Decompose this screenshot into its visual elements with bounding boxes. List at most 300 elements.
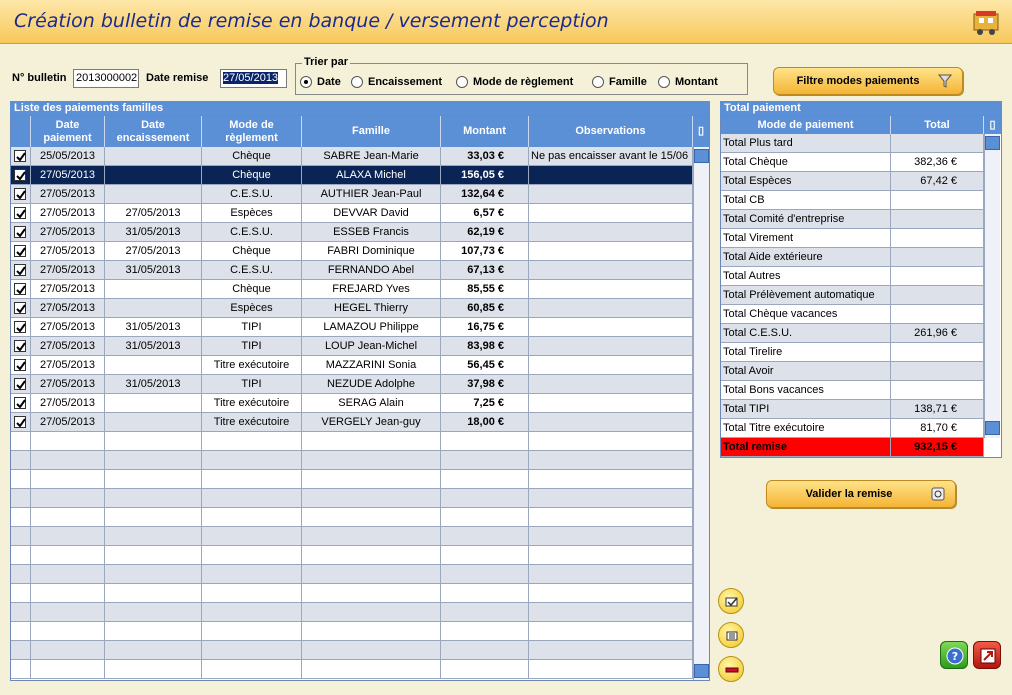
cell-obs xyxy=(529,432,693,450)
checkbox[interactable] xyxy=(14,245,26,257)
cell-mode xyxy=(202,641,302,659)
cell-encaissement xyxy=(105,508,202,526)
cell-obs xyxy=(529,546,693,564)
total-label: Total Chèque vacances xyxy=(721,305,891,323)
radio-icon xyxy=(592,76,604,88)
total-value xyxy=(891,381,984,399)
row-check-cell[interactable] xyxy=(11,470,31,488)
bulletin-number-field[interactable]: 2013000002 xyxy=(73,69,139,88)
row-check-cell[interactable] xyxy=(11,565,31,583)
table-row[interactable] xyxy=(11,280,693,299)
total-row xyxy=(721,324,984,343)
cell-encaissement: 27/05/2013 xyxy=(105,242,202,260)
row-check-cell[interactable] xyxy=(11,318,31,336)
cell-date: 27/05/2013 xyxy=(31,394,105,412)
cell-famille xyxy=(302,451,441,469)
header-check-column xyxy=(11,116,31,147)
cell-date xyxy=(31,603,105,621)
table-row[interactable] xyxy=(11,356,693,375)
header-montant[interactable]: Montant xyxy=(441,116,529,147)
cell-obs xyxy=(529,641,693,659)
table-row[interactable] xyxy=(11,489,693,508)
cell-obs xyxy=(529,451,693,469)
table-row[interactable] xyxy=(11,337,693,356)
cell-obs xyxy=(529,166,693,184)
cell-montant: 6,57 € xyxy=(441,204,529,222)
cell-famille: DEVVAR David xyxy=(302,204,441,222)
check-icon xyxy=(15,246,27,258)
total-label: Total CB xyxy=(721,191,891,209)
cell-famille: MAZZARINI Sonia xyxy=(302,356,441,374)
sort-group-title: Trier par xyxy=(304,56,349,68)
header-total: Total xyxy=(891,116,984,134)
sort-option-mode[interactable]: Mode de règlement xyxy=(456,75,573,89)
radio-icon xyxy=(351,76,363,88)
check-icon xyxy=(15,170,27,182)
total-value xyxy=(891,362,984,380)
total-label: Total Bons vacances xyxy=(721,381,891,399)
header-date-paiement[interactable]: Date paiement xyxy=(31,116,105,147)
cell-encaissement xyxy=(105,413,202,431)
checkbox[interactable] xyxy=(14,150,26,162)
cell-mode: Titre exécutoire xyxy=(202,413,302,431)
cell-date xyxy=(31,584,105,602)
total-label: Total Plus tard xyxy=(721,134,891,152)
cell-montant: 7,25 € xyxy=(441,394,529,412)
total-row xyxy=(721,134,984,153)
total-value xyxy=(891,210,984,228)
total-value xyxy=(891,229,984,247)
cell-mode xyxy=(202,546,302,564)
table-row[interactable] xyxy=(11,204,693,223)
cell-famille xyxy=(302,432,441,450)
remove-button[interactable] xyxy=(718,656,744,682)
validate-remise-button[interactable] xyxy=(766,480,956,508)
total-row xyxy=(721,343,984,362)
cell-obs xyxy=(529,261,693,279)
header-famille[interactable]: Famille xyxy=(302,116,441,147)
scroll-up-icon[interactable] xyxy=(985,136,1000,150)
cell-obs xyxy=(529,413,693,431)
table-row[interactable] xyxy=(11,603,693,622)
cell-mode: C.E.S.U. xyxy=(202,185,302,203)
table-row[interactable] xyxy=(11,470,693,489)
cell-montant: 16,75 € xyxy=(441,318,529,336)
cell-date xyxy=(31,489,105,507)
cell-montant: 107,73 € xyxy=(441,242,529,260)
check-icon xyxy=(15,189,27,201)
cell-mode: Chèque xyxy=(202,147,302,165)
table-row[interactable] xyxy=(11,432,693,451)
cell-date xyxy=(31,546,105,564)
total-label: Total Virement xyxy=(721,229,891,247)
row-check-cell[interactable] xyxy=(11,622,31,640)
deselect-icon xyxy=(719,623,745,649)
filter-payment-modes-button[interactable] xyxy=(773,67,963,95)
funnel-icon xyxy=(938,74,952,88)
row-check-cell[interactable] xyxy=(11,584,31,602)
row-check-cell[interactable] xyxy=(11,603,31,621)
row-check-cell[interactable] xyxy=(11,242,31,260)
cell-encaissement xyxy=(105,603,202,621)
cell-obs xyxy=(529,660,693,678)
table-row[interactable] xyxy=(11,185,693,204)
check-icon xyxy=(15,379,27,391)
table-row[interactable] xyxy=(11,375,693,394)
total-label: Total Aide extérieure xyxy=(721,248,891,266)
cell-montant xyxy=(441,527,529,545)
cell-date xyxy=(31,508,105,526)
cell-date: 27/05/2013 xyxy=(31,204,105,222)
checkbox[interactable] xyxy=(14,378,26,390)
total-label: Total Tirelire xyxy=(721,343,891,361)
cell-montant xyxy=(441,660,529,678)
sort-option-date[interactable]: Date xyxy=(300,75,341,89)
radio-icon xyxy=(456,76,468,88)
total-row xyxy=(721,153,984,172)
total-label: Total Espèces xyxy=(721,172,891,190)
cell-montant: 56,45 € xyxy=(441,356,529,374)
sort-option-encaissement[interactable]: Encaissement xyxy=(351,75,442,89)
cell-montant xyxy=(441,432,529,450)
cell-date: 25/05/2013 xyxy=(31,147,105,165)
checkbox[interactable] xyxy=(14,207,26,219)
cell-mode: Titre exécutoire xyxy=(202,394,302,412)
radio-icon xyxy=(300,76,312,88)
total-label: Total Prélèvement automatique xyxy=(721,286,891,304)
table-row[interactable] xyxy=(11,394,693,413)
row-check-cell[interactable] xyxy=(11,394,31,412)
total-value xyxy=(891,248,984,266)
checkbox[interactable] xyxy=(14,340,26,352)
cell-obs xyxy=(529,622,693,640)
cell-obs xyxy=(529,565,693,583)
cell-famille xyxy=(302,584,441,602)
row-check-cell[interactable] xyxy=(11,204,31,222)
row-check-cell[interactable] xyxy=(11,508,31,526)
cell-encaissement: 31/05/2013 xyxy=(105,261,202,279)
cell-mode: Espèces xyxy=(202,299,302,317)
checkbox[interactable] xyxy=(14,397,26,409)
cell-famille: LOUP Jean-Michel xyxy=(302,337,441,355)
exit-icon xyxy=(974,642,1002,670)
radio-icon xyxy=(658,76,670,88)
table-row[interactable] xyxy=(11,299,693,318)
table-row[interactable] xyxy=(11,413,693,432)
column-menu-icon[interactable]: ▯ xyxy=(989,118,996,131)
cell-date xyxy=(31,660,105,678)
cell-mode xyxy=(202,489,302,507)
validate-icon xyxy=(931,487,945,501)
cell-obs xyxy=(529,508,693,526)
cell-date: 27/05/2013 xyxy=(31,337,105,355)
exit-button[interactable] xyxy=(973,641,1001,669)
total-row xyxy=(721,381,984,400)
cell-encaissement xyxy=(105,565,202,583)
cell-encaissement xyxy=(105,394,202,412)
cell-encaissement xyxy=(105,356,202,374)
cell-mode xyxy=(202,508,302,526)
cell-montant: 33,03 € xyxy=(441,147,529,165)
date-remise-field[interactable]: 27/05/2013 xyxy=(220,69,287,88)
checkbox[interactable] xyxy=(14,226,26,238)
select-all-button[interactable] xyxy=(718,588,744,614)
cell-famille: ALAXA Michel xyxy=(302,166,441,184)
checkbox[interactable] xyxy=(14,416,26,428)
cell-obs xyxy=(529,375,693,393)
cell-montant: 67,13 € xyxy=(441,261,529,279)
checkbox[interactable] xyxy=(14,283,26,295)
sort-option-famille[interactable]: Famille xyxy=(592,75,647,89)
cell-encaissement: 31/05/2013 xyxy=(105,337,202,355)
row-check-cell[interactable] xyxy=(11,451,31,469)
table-row[interactable] xyxy=(11,147,693,166)
row-check-cell[interactable] xyxy=(11,166,31,184)
cell-date xyxy=(31,470,105,488)
total-label: Total Autres xyxy=(721,267,891,285)
cell-mode xyxy=(202,660,302,678)
table-row[interactable] xyxy=(11,622,693,641)
cell-montant: 83,98 € xyxy=(441,337,529,355)
table-row[interactable] xyxy=(11,546,693,565)
cell-date xyxy=(31,565,105,583)
cell-date: 27/05/2013 xyxy=(31,375,105,393)
total-value: 67,42 € xyxy=(891,172,984,190)
cell-mode: Chèque xyxy=(202,166,302,184)
cell-mode: Chèque xyxy=(202,242,302,260)
checkbox[interactable] xyxy=(14,264,26,276)
cell-montant xyxy=(441,546,529,564)
table-row[interactable] xyxy=(11,641,693,660)
cell-famille xyxy=(302,546,441,564)
cell-obs xyxy=(529,299,693,317)
cell-montant xyxy=(441,565,529,583)
cell-date: 27/05/2013 xyxy=(31,280,105,298)
cell-encaissement: 31/05/2013 xyxy=(105,375,202,393)
help-button[interactable] xyxy=(940,641,968,669)
row-check-cell[interactable] xyxy=(11,280,31,298)
total-value: 261,96 € xyxy=(891,324,984,342)
cell-famille xyxy=(302,603,441,621)
table-row[interactable] xyxy=(11,242,693,261)
total-value: 138,71 € xyxy=(891,400,984,418)
cell-date xyxy=(31,527,105,545)
total-row xyxy=(721,362,984,381)
cell-encaissement: 27/05/2013 xyxy=(105,204,202,222)
row-check-cell[interactable] xyxy=(11,641,31,659)
row-check-cell[interactable] xyxy=(11,489,31,507)
total-label: Total Comité d'entreprise xyxy=(721,210,891,228)
checkbox[interactable] xyxy=(14,359,26,371)
cell-mode: TIPI xyxy=(202,337,302,355)
table-row[interactable] xyxy=(11,223,693,242)
table-row[interactable] xyxy=(11,318,693,337)
row-check-cell[interactable] xyxy=(11,546,31,564)
total-row xyxy=(721,419,984,438)
cell-obs xyxy=(529,527,693,545)
validate-button-label: Valider la remise xyxy=(805,488,893,500)
cell-date: 27/05/2013 xyxy=(31,185,105,203)
cell-encaissement xyxy=(105,489,202,507)
sort-option-montant[interactable]: Montant xyxy=(658,75,718,89)
cell-date: 27/05/2013 xyxy=(31,356,105,374)
cell-famille xyxy=(302,527,441,545)
header-observations[interactable]: Observations xyxy=(529,116,693,147)
cell-famille: ESSEB Francis xyxy=(302,223,441,241)
row-check-cell[interactable] xyxy=(11,413,31,431)
cell-famille: AUTHIER Jean-Paul xyxy=(302,185,441,203)
cell-encaissement xyxy=(105,451,202,469)
total-value xyxy=(891,191,984,209)
row-check-cell[interactable] xyxy=(11,660,31,678)
check-icon xyxy=(15,284,27,296)
filter-button-label: Filtre modes paiements xyxy=(796,75,920,87)
row-check-cell[interactable] xyxy=(11,185,31,203)
cell-date: 27/05/2013 xyxy=(31,166,105,184)
totals-scrollbar[interactable] xyxy=(984,134,1000,438)
table-row[interactable] xyxy=(11,261,693,280)
total-label: Total Chèque xyxy=(721,153,891,171)
window-title: Création bulletin de remise en banque / versement perception xyxy=(14,10,609,32)
cell-encaissement xyxy=(105,641,202,659)
cell-date xyxy=(31,451,105,469)
cell-famille xyxy=(302,641,441,659)
total-label: Total Avoir xyxy=(721,362,891,380)
totals-grid xyxy=(720,115,1002,458)
check-icon xyxy=(15,360,27,372)
check-icon xyxy=(15,151,27,163)
row-check-cell[interactable] xyxy=(11,223,31,241)
cell-encaissement xyxy=(105,280,202,298)
cell-famille: FREJARD Yves xyxy=(302,280,441,298)
help-icon xyxy=(941,642,969,670)
payments-header-row xyxy=(11,116,709,147)
total-value xyxy=(891,267,984,285)
cell-mode: Espèces xyxy=(202,204,302,222)
total-value: 382,36 € xyxy=(891,153,984,171)
row-check-cell[interactable] xyxy=(11,337,31,355)
cell-montant xyxy=(441,508,529,526)
cell-obs xyxy=(529,356,693,374)
total-label: Total C.E.S.U. xyxy=(721,324,891,342)
column-menu-icon[interactable]: ▯ xyxy=(697,125,705,137)
cell-montant xyxy=(441,451,529,469)
cell-obs xyxy=(529,185,693,203)
row-check-cell[interactable] xyxy=(11,527,31,545)
cell-mode xyxy=(202,565,302,583)
cell-famille: SABRE Jean-Marie xyxy=(302,147,441,165)
table-row[interactable] xyxy=(11,584,693,603)
row-check-cell[interactable] xyxy=(11,299,31,317)
cell-montant xyxy=(441,584,529,602)
scroll-down-icon[interactable] xyxy=(694,664,709,678)
table-row[interactable] xyxy=(11,660,693,679)
cell-famille: LAMAZOU Philippe xyxy=(302,318,441,336)
scroll-down-icon[interactable] xyxy=(985,421,1000,435)
cell-famille xyxy=(302,508,441,526)
table-row[interactable] xyxy=(11,565,693,584)
payments-grid xyxy=(10,115,710,681)
checkbox[interactable] xyxy=(14,321,26,333)
checkbox[interactable] xyxy=(14,169,26,181)
total-value xyxy=(891,305,984,323)
cell-famille xyxy=(302,565,441,583)
table-row[interactable] xyxy=(11,527,693,546)
cell-mode: C.E.S.U. xyxy=(202,223,302,241)
cell-famille: HEGEL Thierry xyxy=(302,299,441,317)
cell-obs xyxy=(529,603,693,621)
cell-famille: FERNANDO Abel xyxy=(302,261,441,279)
cell-encaissement xyxy=(105,166,202,184)
cell-obs xyxy=(529,584,693,602)
cell-mode xyxy=(202,622,302,640)
cell-date: 27/05/2013 xyxy=(31,318,105,336)
date-remise-label: Date remise xyxy=(146,72,209,84)
cell-mode: C.E.S.U. xyxy=(202,261,302,279)
grand-total-label: Total remise xyxy=(721,438,891,456)
cell-montant: 62,19 € xyxy=(441,223,529,241)
row-check-cell[interactable] xyxy=(11,375,31,393)
cell-famille xyxy=(302,622,441,640)
cell-date: 27/05/2013 xyxy=(31,242,105,260)
cell-mode xyxy=(202,603,302,621)
check-icon xyxy=(15,398,27,410)
cell-famille: VERGELY Jean-guy xyxy=(302,413,441,431)
cell-obs xyxy=(529,394,693,412)
row-check-cell[interactable] xyxy=(11,356,31,374)
total-label: Total TIPI xyxy=(721,400,891,418)
cell-obs xyxy=(529,337,693,355)
cell-date xyxy=(31,622,105,640)
total-value: 81,70 € xyxy=(891,419,984,437)
total-row xyxy=(721,172,984,191)
cell-date xyxy=(31,432,105,450)
deselect-button[interactable] xyxy=(718,622,744,648)
checkbox[interactable] xyxy=(14,302,26,314)
total-row xyxy=(721,229,984,248)
row-check-cell[interactable] xyxy=(11,432,31,450)
header-mode-paiement: Mode de paiement xyxy=(721,116,891,134)
cell-encaissement xyxy=(105,527,202,545)
cell-encaissement: 31/05/2013 xyxy=(105,223,202,241)
table-row[interactable] xyxy=(11,508,693,527)
checkbox[interactable] xyxy=(14,188,26,200)
cell-obs: Ne pas encaisser avant le 15/06 xyxy=(529,147,693,165)
cell-montant: 37,98 € xyxy=(441,375,529,393)
title-bar xyxy=(0,0,1012,44)
check-icon xyxy=(15,322,27,334)
payments-scrollbar[interactable] xyxy=(693,147,709,680)
scroll-up-icon[interactable] xyxy=(694,149,709,163)
totals-panel-title: Total paiement xyxy=(720,101,1002,115)
row-check-cell[interactable] xyxy=(11,261,31,279)
cell-mode xyxy=(202,451,302,469)
table-row[interactable] xyxy=(11,166,693,185)
cell-famille xyxy=(302,660,441,678)
cell-famille: SERAG Alain xyxy=(302,394,441,412)
table-row[interactable] xyxy=(11,451,693,470)
total-value xyxy=(891,286,984,304)
total-row xyxy=(721,248,984,267)
row-check-cell[interactable] xyxy=(11,147,31,165)
cell-mode: TIPI xyxy=(202,318,302,336)
cell-montant xyxy=(441,603,529,621)
cell-famille xyxy=(302,470,441,488)
cell-mode xyxy=(202,470,302,488)
header-mode-reglement[interactable]: Mode de règlement xyxy=(202,116,302,147)
header-date-encaissement[interactable]: Date encaissement xyxy=(105,116,202,147)
cell-encaissement xyxy=(105,660,202,678)
